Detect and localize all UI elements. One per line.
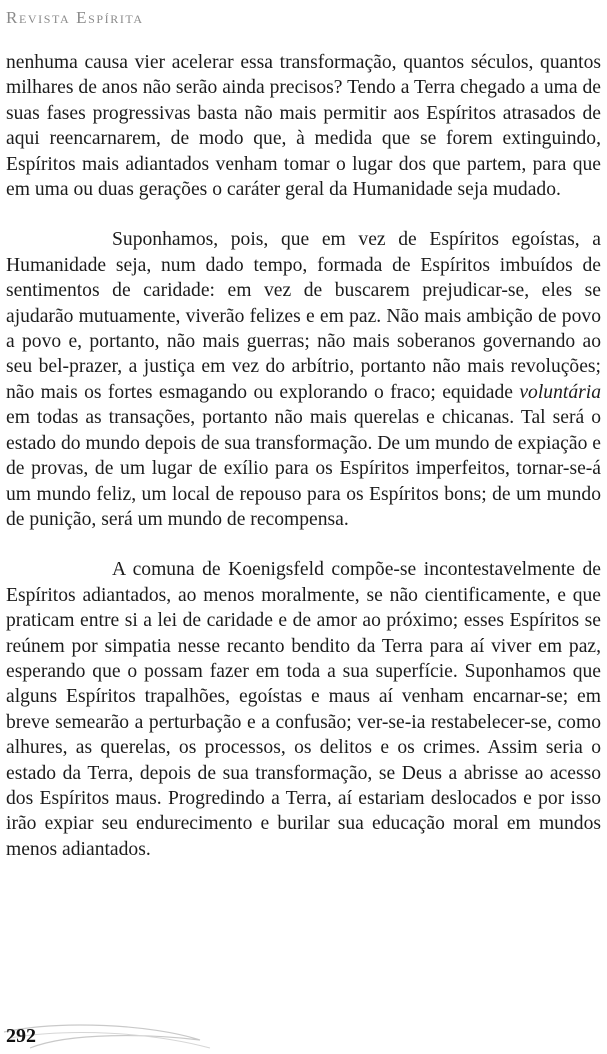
body-text <box>6 50 601 887</box>
running-header: Revista Espírita <box>6 8 144 27</box>
italic-term: voluntária <box>519 381 601 403</box>
paragraph-text-part: em todas as transações, portanto não mais querelas e chicanas. Tal será o estado do mundo depois de sua transformação. De um mundo de expiação e de provas, de um lugar de exílio para os Espíritos imperfeitos, tornar-se-á um mundo feliz, um local de repouso para os Espíritos bons; de um mundo de punição, será um mundo de recompensa. <box>6 407 601 530</box>
paragraph-continuation: nenhuma causa vier acelerar essa transformação, quantos séculos, quantos milhares de anos não serão ainda precisos? Tendo a Terra chegado a uma de suas fases progressivas basta não mais permitir aos Espíritos atrasados de aqui reencarnarem, de modo que, à medida que se forem extinguindo, Espíritos mais adiantados venham tomar o lugar dos que partem, para que em uma ou duas gerações o caráter geral da Humanidade seja mudado. <box>6 52 601 201</box>
page-number: 292 <box>6 1025 36 1047</box>
paragraph-suponhamos <box>6 227 601 532</box>
paragraph-koenigsfeld: A comuna de Koenigsfeld compõe-se incontestavelmente de Espíritos adiantados, ao menos moralmente, se não cientificamente, e que praticam entre si a lei de caridade e de amor ao próximo; esses Espíritos se reúnem por simpatia nesse recanto bendito da Terra para aí viver em paz, esperando que o possam fazer em toda a sua superfície. Suponhamos que alguns Espíritos trapalhões, egoístas e maus aí venham encarnar-se; em breve semearão a perturbação e a confusão; ver-se-ia restabelecer-se, como alhures, as querelas, os processos, os delitos e os crimes. Assim seria o estado da Terra, depois de sua transformação, se Deus a abrisse ao acesso dos Espíritos maus. Progredindo a Terra, aí estariam deslocados e por isso irão expiar seu endurecimento e burilar sua educação moral em mundos menos adiantados. <box>6 559 601 860</box>
paragraph-text-part: Suponhamos, pois, que em vez de Espíritos egoístas, a Humanidade seja, num dado tempo, formada de Espíritos imbuídos de sentimentos de caridade: em vez de buscarem prejudicar-se, eles se ajudarão mutuamente, viverão felizes e em paz. Não mais ambição de povo a povo e, portanto, não mais guerras; não mais soberanos governando ao seu bel-prazer, a justiça em vez do arbítrio, portanto não mais revoluções; não mais os fortes esmagando ou explorando o fraco; equidade <box>6 229 601 403</box>
